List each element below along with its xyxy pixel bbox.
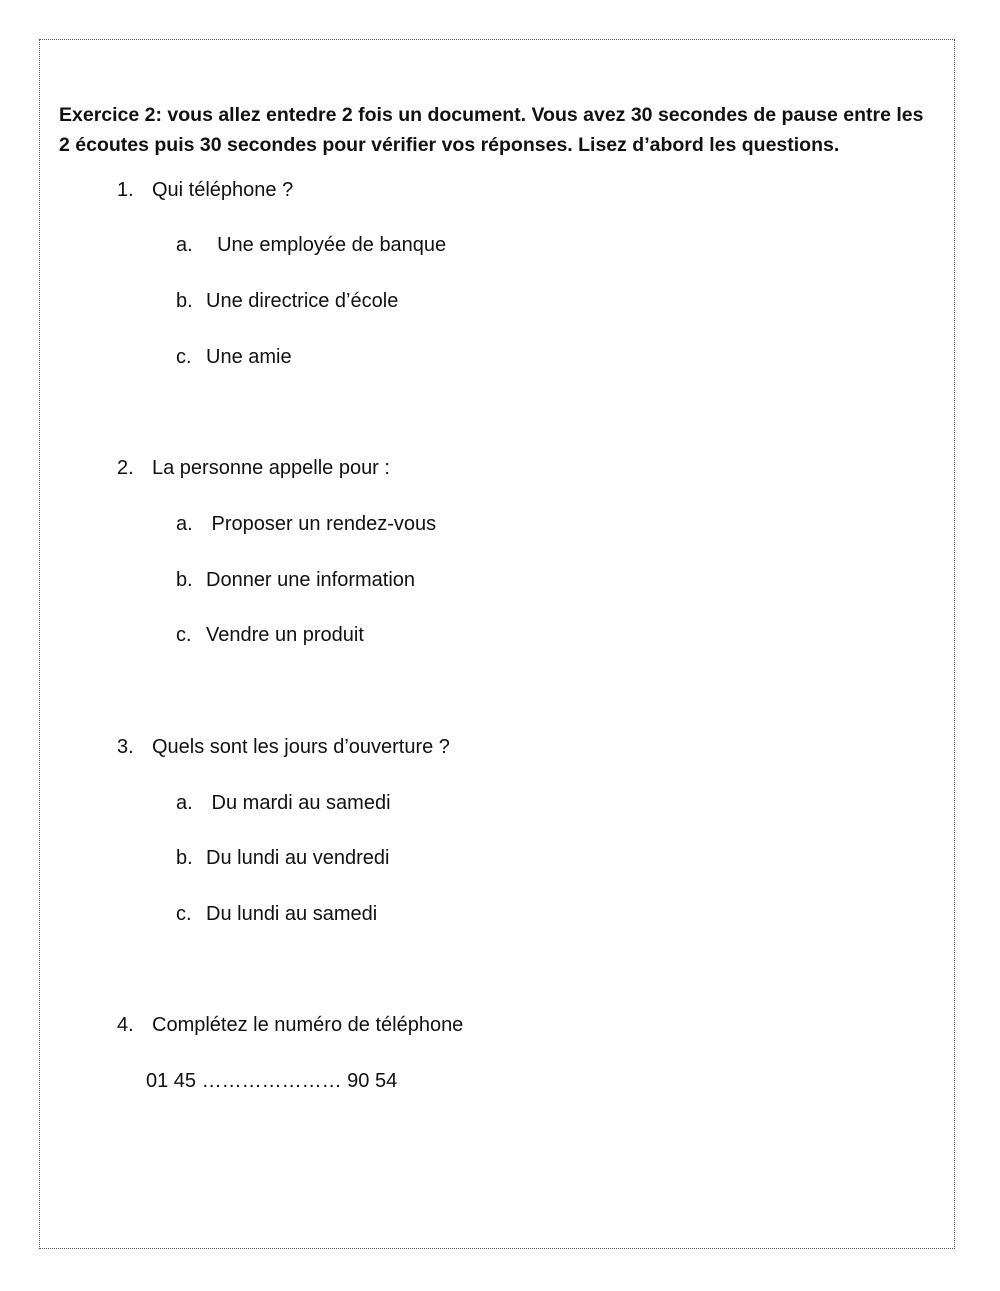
option-letter: a.: [176, 513, 193, 535]
option-letter: a.: [176, 234, 193, 256]
option-letter: c.: [176, 624, 192, 646]
option-text: Une amie: [206, 346, 292, 368]
option-2c[interactable]: [176, 621, 364, 649]
question-number: 2.: [117, 457, 134, 479]
option-letter: b.: [176, 569, 193, 591]
option-letter: c.: [176, 903, 192, 925]
question-number: 4.: [117, 1014, 134, 1036]
option-text: Vendre un produit: [206, 624, 364, 646]
option-text: Du lundi au samedi: [206, 903, 378, 925]
option-3c[interactable]: [176, 900, 377, 928]
question-2: [117, 454, 390, 482]
option-text: Du lundi au vendredi: [206, 847, 390, 869]
question-number: 1.: [117, 179, 134, 201]
question-number: 3.: [117, 736, 134, 758]
question-1: [117, 176, 293, 204]
exercise-instructions: Exercice 2: vous allez entedre 2 fois un document. Vous avez 30 secondes de pause entre les 2 écoutes puis 30 secondes pour vérifier vos réponses. Lisez d’abord les questions.: [59, 104, 924, 156]
question-text: Complétez le numéro de téléphone: [152, 1014, 464, 1036]
question-4: [117, 1011, 463, 1039]
option-text: Une employée de banque: [206, 234, 447, 256]
phone-number-fill-in[interactable]: 01 45 ………………… 90 54: [146, 1070, 398, 1092]
option-1c[interactable]: [176, 343, 292, 371]
option-letter: b.: [176, 290, 193, 312]
option-letter: c.: [176, 346, 192, 368]
option-2b[interactable]: [176, 566, 415, 594]
option-text: Une directrice d’école: [206, 290, 399, 312]
option-3a[interactable]: [176, 789, 391, 817]
question-3: [117, 733, 450, 761]
question-text: La personne appelle pour :: [152, 457, 390, 479]
option-3b[interactable]: [176, 844, 389, 872]
option-2a[interactable]: [176, 510, 436, 538]
option-1b[interactable]: [176, 287, 398, 315]
question-text: Qui téléphone ?: [152, 179, 294, 201]
question-text: Quels sont les jours d’ouverture ?: [152, 736, 450, 758]
option-text: Du mardi au samedi: [206, 792, 391, 814]
option-letter: b.: [176, 847, 193, 869]
option-1a[interactable]: [176, 231, 446, 259]
option-text: Proposer un rendez-vous: [206, 513, 437, 535]
option-text: Donner une information: [206, 569, 416, 591]
option-letter: a.: [176, 792, 193, 814]
